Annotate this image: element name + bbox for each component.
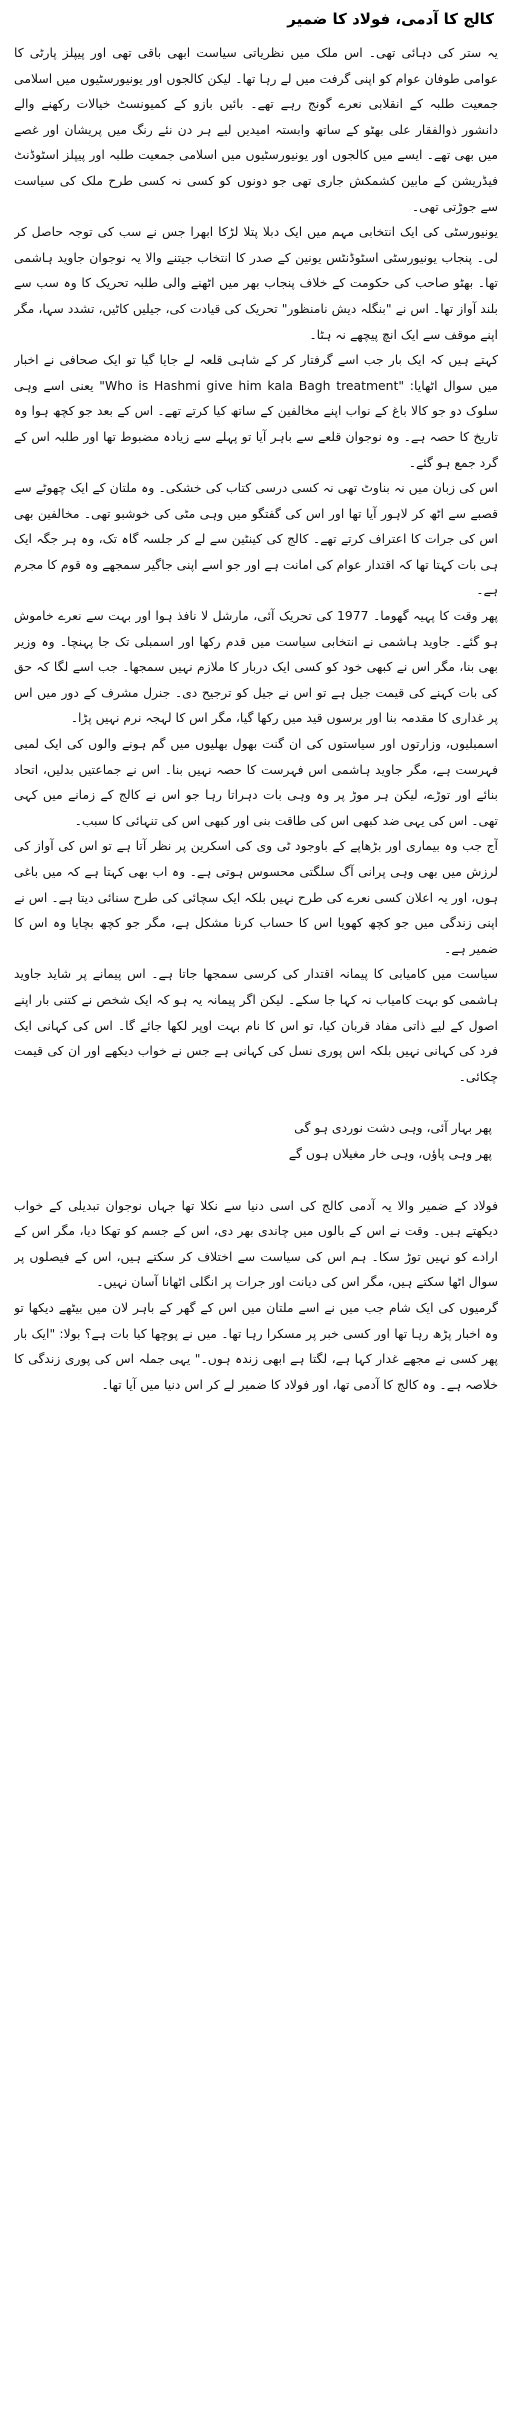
article-paragraph: سیاست میں کامیابی کا پیمانہ اقتدار کی کرسی سمجھا جاتا ہے۔ اس پیمانے پر شاید جاوید ہاشمی کو بہت کامیاب نہ کہا جا سکے۔ لیکن اگر پیمانہ یہ ہو کہ ایک شخص نے کتنی بار اپنے اصول کے لیے ذاتی مفاد قربان کیا، تو اس کا نام بہت اوپر لکھا جائے گا۔ اس کی کہانی ایک فرد کی کہانی نہیں بلکہ اس پوری نسل کی کہانی ہے جس نے خواب دیکھے اور ان کی قیمت چکائی۔ — [14, 966, 498, 1084]
article-paragraph: فولاد کے ضمیر والا یہ آدمی کالج کی اسی دنیا سے نکلا تھا جہاں نوجوان تبدیلی کے خواب دیکھتے ہیں۔ وقت نے اس کے بالوں میں چاندی بھر دی، اس کے جسم کو تھکا دیا، مگر اس کے ارادے کو نہیں توڑ سکا۔ ہم اس کی سیاست سے اختلاف کر سکتے ہیں، اس کے فیصلوں پر سوال اٹھا سکتے ہیں، مگر اس کی دیانت اور جرات پر انگلی اٹھانا آسان نہیں۔ — [14, 1197, 498, 1290]
article-paragraph: اسمبلیوں، وزارتوں اور سیاستوں کی ان گنت بھول بھلیوں میں گم ہونے والوں کی ایک لمبی فہرست ہے، مگر جاوید ہاشمی اس فہرست کا حصہ نہیں بنا۔ اس نے جماعتیں بدلیں، اتحاد بنائے اور توڑے، لیکن ہر موڑ پر وہ وہی بات دہراتا رہا جو اس نے کالج کے زمانے میں کہی تھی۔ اس کی یہی ضد کبھی اس کی طاقت بنی اور کبھی اس کی تنہائی کا سبب۔ — [14, 736, 498, 828]
poetry-verse: پھر بہار آئی، وہی دشت نوردی ہو گی — [294, 1120, 492, 1136]
poetry-verse: پھر وہی پاؤں، وہی خار مغیلاں ہوں گے — [288, 1145, 492, 1161]
article-paragraph: یہ ستر کی دہائی تھی۔ اس ملک میں نظریاتی سیاست ابھی باقی تھی اور پیپلز پارٹی کا عوامی طوفان عوام کو اپنی گرفت میں لے رہا تھا۔ لیکن کالجوں اور یونیورسٹیوں میں اسلامی جمعیت طلبہ کے انقلابی نعرے گونج رہے تھے۔ بائیں بازو کے کمیونسٹ خیالات رکھنے والے دانشور ذوالفقار علی بھٹو کے ساتھ وابستہ امیدیں لیے ہر دن نئے رنگ میں پریشان اور غصے میں بھی تھے۔ ایسے میں کالجوں اور یونیورسٹیوں میں اسلامی جمعیت طلبہ اور پیپلز اسٹوڈنٹ فیڈریشن کے مابین کشمکش جاری تھی جو دونوں کو کسی نہ کسی طرح ملک کی سیاست سے جوڑتی تھی۔ — [14, 45, 498, 214]
column-article — [14, 6, 498, 2416]
article-paragraph: آج جب وہ بیماری اور بڑھاپے کے باوجود ٹی وی کی اسکرین پر نظر آتا ہے تو اس کی آواز کی لرزش میں بھی وہی پرانی آگ سلگتی محسوس ہوتی ہے۔ وہ اب بھی کہتا ہے کہ میں باغی ہوں، اور یہ اعلان کسی نعرے کی طرح نہیں بلکہ ایک سچائی کی طرح سنائی دیتا ہے۔ اس نے اپنی زندگی میں جو کچھ کھویا اس کا حساب کرنا مشکل ہے، مگر جو کچھ بچایا وہ اس کا ضمیر ہے۔ — [14, 838, 498, 956]
article-paragraph: پھر وقت کا پہیہ گھوما۔ 1977 کی تحریک آئی، مارشل لا نافذ ہوا اور بہت سے نعرے خاموش ہو گئے۔ جاوید ہاشمی نے انتخابی سیاست میں قدم رکھا اور اسمبلی تک جا پہنچا۔ وہ وزیر بھی بنا، مگر اس نے کبھی خود کو کسی ایک دربار کا ملازم نہیں سمجھا۔ جب اسے لگا کہ حق کی بات کہنے کی قیمت جیل ہے تو اس نے جیل کو ترجیح دی۔ جنرل مشرف کے دور میں اس پر غداری کا مقدمہ بنا اور برسوں قید میں رکھا گیا، مگر اس کا لہجہ نرم نہیں پڑا۔ — [14, 608, 498, 726]
article-paragraph: اس کی زبان میں نہ بناوٹ تھی نہ کسی درسی کتاب کی خشکی۔ وہ ملتان کے ایک چھوٹے سے قصبے سے اٹھ کر لاہور آیا تھا اور اس کی گفتگو میں وہی مٹی کی خوشبو تھی۔ مخالفین بھی اس کی جرات کا اعتراف کرتے تھے۔ کالج کی کینٹین سے لے کر جلسہ گاہ تک، وہ ہر جگہ ایک ہی بات کہتا تھا کہ اقتدار عوام کی امانت ہے اور جو اسے اپنی جاگیر سمجھے وہ قوم کا مجرم ہے۔ — [14, 480, 498, 598]
article-paragraph: گرمیوں کی ایک شام جب میں نے اسے ملتان میں اس کے گھر کے باہر لان میں بیٹھے دیکھا تو وہ اخبار پڑھ رہا تھا اور کسی خبر پر مسکرا رہا تھا۔ میں نے پوچھا کیا بات ہے؟ بولا: "ایک بار پھر کسی نے مجھے غدار کہا ہے، لگتا ہے ابھی زندہ ہوں۔" یہی جملہ اس کی پوری زندگی کا خلاصہ ہے۔ وہ کالج کا آدمی تھا، اور فولاد کا ضمیر لے کر اس دنیا میں آیا تھا۔ — [14, 1299, 498, 1392]
paragraph-spacer — [14, 1089, 498, 1115]
paragraph-spacer — [14, 1167, 498, 1193]
article-title: کالج کا آدمی، فولاد کا ضمیر — [287, 10, 494, 28]
article-paragraph: یونیورسٹی کی ایک انتخابی مہم میں ایک دبلا پتلا لڑکا ابھرا جس نے سب کی توجہ حاصل کر لی۔ پنجاب یونیورسٹی اسٹوڈنٹس یونین کے صدر کا انتخاب جیتنے والا یہ نوجوان جاوید ہاشمی تھا۔ بھٹو صاحب کی حکومت کے خلاف پنجاب بھر میں اٹھنے والی طلبہ تحریک کا وہ سب سے بلند آواز تھا۔ اس نے "بنگلہ دیش نامنظور" تحریک کی قیادت کی، جیلیں کاٹیں، تشدد سہا، مگر اپنے موقف سے ایک انچ پیچھے نہ ہٹا۔ — [14, 224, 498, 342]
article-paragraph: کہتے ہیں کہ ایک بار جب اسے گرفتار کر کے شاہی قلعہ لے جایا گیا تو ایک صحافی نے اخبار میں سوال اٹھایا: "Who is Hashmi give him kala Bagh treatment" یعنی اسے وہی سلوک دو جو کالا باغ کے نواب اپنے مخالفین کے ساتھ کیا کرتے تھے۔ اس کے بعد جو کچھ ہوا وہ تاریخ کا حصہ ہے۔ وہ نوجوان قلعے سے باہر آیا تو پہلے سے زیادہ مضبوط تھا اور طلبہ اس کے گرد جمع ہو گئے۔ — [14, 352, 498, 470]
